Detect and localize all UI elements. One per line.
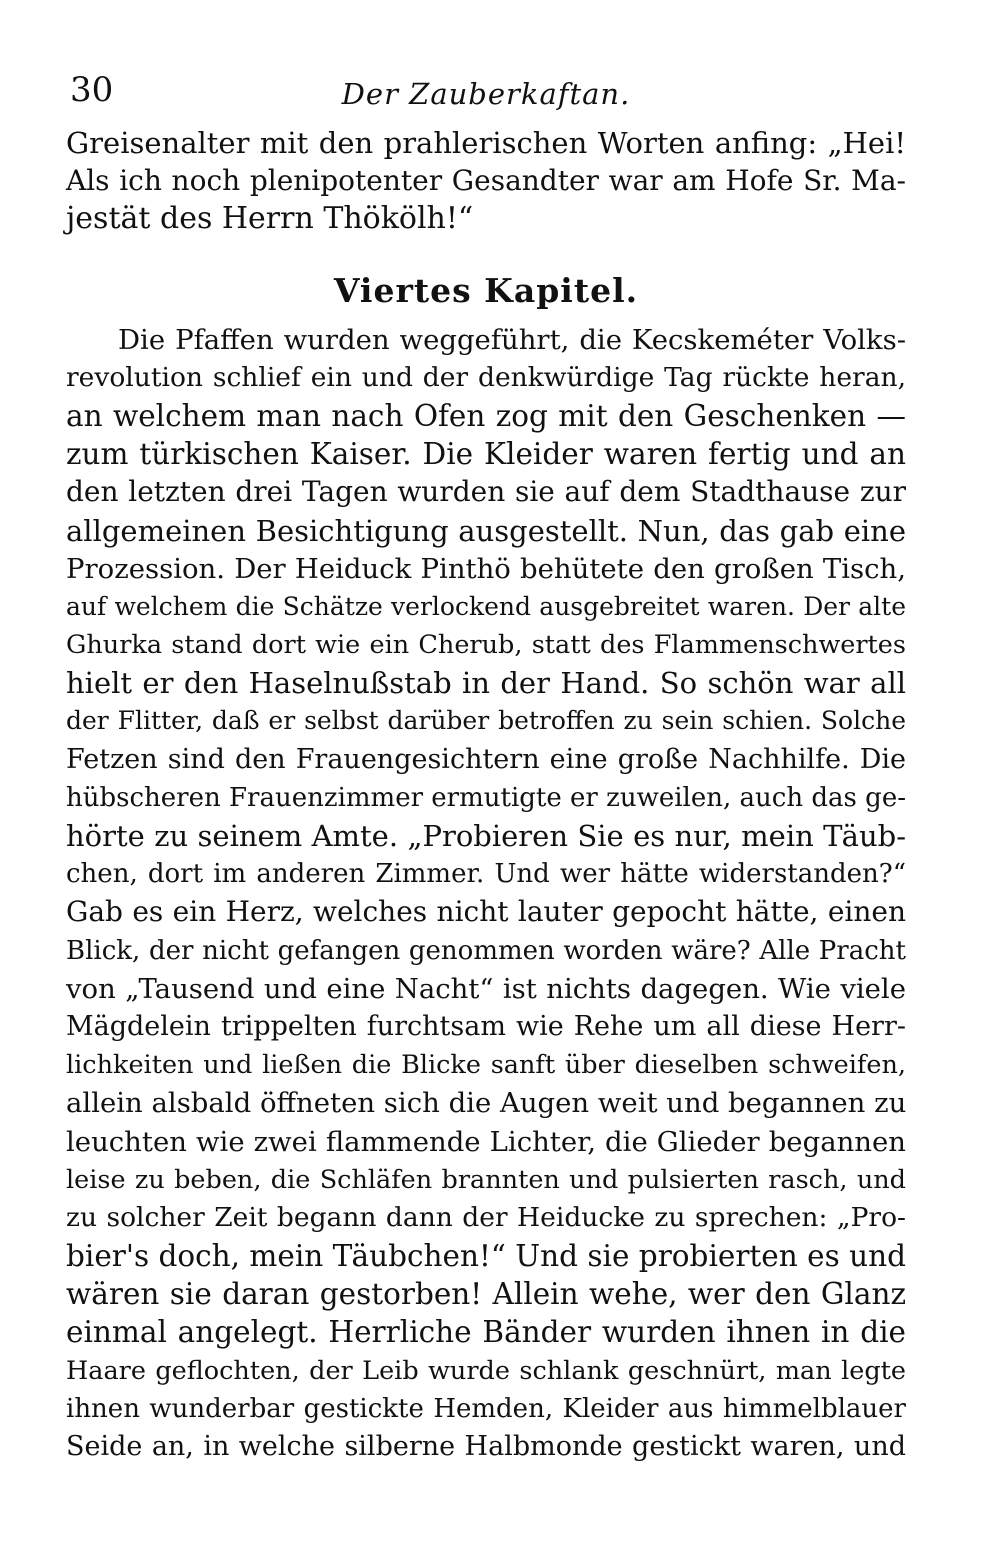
- page-header: [66, 62, 906, 112]
- text-line: Fetzen sind den Frauengesichtern eine große Nachhilfe. Die: [66, 743, 906, 775]
- text-line: zum türkischen Kaiser. Die Kleider waren fertig und an: [66, 437, 906, 472]
- text-line: einmal angelegt. Herrliche Bänder wurden ihnen in die: [66, 1315, 906, 1350]
- text-line: Haare geflochten, der Leib wurde schlank geschnürt, man legte: [66, 1355, 906, 1386]
- text-line: den letzten drei Tagen wurden sie auf dem Stadthause zur: [66, 475, 906, 509]
- text-line: Mägdelein trippelten furchtsam wie Rehe um all diese Herr-: [66, 1010, 906, 1042]
- text-line: allgemeinen Besichtigung ausgestellt. Nun, das gab eine: [66, 513, 906, 548]
- text-line: Die Pfaffen wurden weggeführt, die Kecskeméter Volks-: [118, 323, 906, 356]
- text-line: leuchten wie zwei flammende Lichter, die Glieder begannen: [66, 1125, 906, 1158]
- text-line: hörte zu seinem Amte. „Probieren Sie es nur, mein Täub-: [66, 819, 906, 853]
- text-line: revolution schlief ein und der denkwürdige Tag rückte heran,: [66, 361, 906, 393]
- text-line: ihnen wunderbar gestickte Hemden, Kleider aus himmelblauer: [66, 1393, 906, 1424]
- text-line: von „Tausend und eine Nacht“ ist nichts dagegen. Wie viele: [66, 972, 906, 1005]
- intro-paragraph: [66, 124, 906, 239]
- text-line: chen, dort im anderen Zimmer. Und wer hätte widerstanden?“: [66, 859, 906, 890]
- text-line: Als ich noch plenipotenter Gesandter war am Hofe Sr. Ma-: [66, 164, 906, 198]
- text-line: hübscheren Frauenzimmer ermutigte er zuweilen, auch das ge-: [66, 782, 906, 813]
- text-line: jestät des Herrn Thökölh!“: [66, 201, 474, 237]
- text-line: lichkeiten und ließen die Blicke sanft über dieselben schweifen,: [66, 1050, 906, 1081]
- text-line: wären sie daran gestorben! Allein wehe, wer den Glanz: [66, 1277, 906, 1312]
- running-title: Der Zauberkaftan.: [341, 77, 631, 111]
- text-line: Greisenalter mit den prahlerischen Worten anfing: „Hei!: [66, 126, 906, 160]
- chapter-heading: Viertes Kapitel.: [333, 270, 639, 310]
- text-line: hielt er den Haselnußstab in der Hand. So schön war all: [66, 666, 906, 701]
- text-line: Ghurka stand dort wie ein Cherub, statt des Flammenschwertes: [66, 630, 906, 661]
- text-line: der Flitter, daß er selbst darüber betroffen zu sein schien. Solche: [66, 706, 906, 736]
- text-line: an welchem man nach Ofen zog mit den Geschenken —: [66, 398, 906, 433]
- text-line: Prozession. Der Heiduck Pinthö behütete den großen Tisch,: [66, 552, 906, 585]
- text-line: zu solcher Zeit begann dann der Heiducke zu sprechen: „Pro-: [66, 1201, 906, 1233]
- text-line: auf welchem die Schätze verlockend ausgebreitet waren. Der alte: [66, 591, 906, 621]
- text-line: Seide an, in welche silberne Halbmonde gestickt waren, und: [66, 1431, 906, 1462]
- chapter-paragraph: [66, 321, 906, 1467]
- text-line: leise zu beben, die Schläfen brannten und pulsierten rasch, und: [66, 1164, 906, 1195]
- text-line: bier's doch, mein Täubchen!“ Und sie probierten es und: [66, 1239, 906, 1274]
- text-line: Blick, der nicht gefangen genommen worden wäre? Alle Pracht: [66, 935, 906, 966]
- text-line: Gab es ein Herz, welches nicht lauter gepocht hätte, einen: [66, 895, 906, 929]
- body-text: [66, 124, 906, 1466]
- page-number: 30: [70, 70, 114, 110]
- text-line: allein alsbald öffneten sich die Augen weit und begannen zu: [66, 1087, 907, 1120]
